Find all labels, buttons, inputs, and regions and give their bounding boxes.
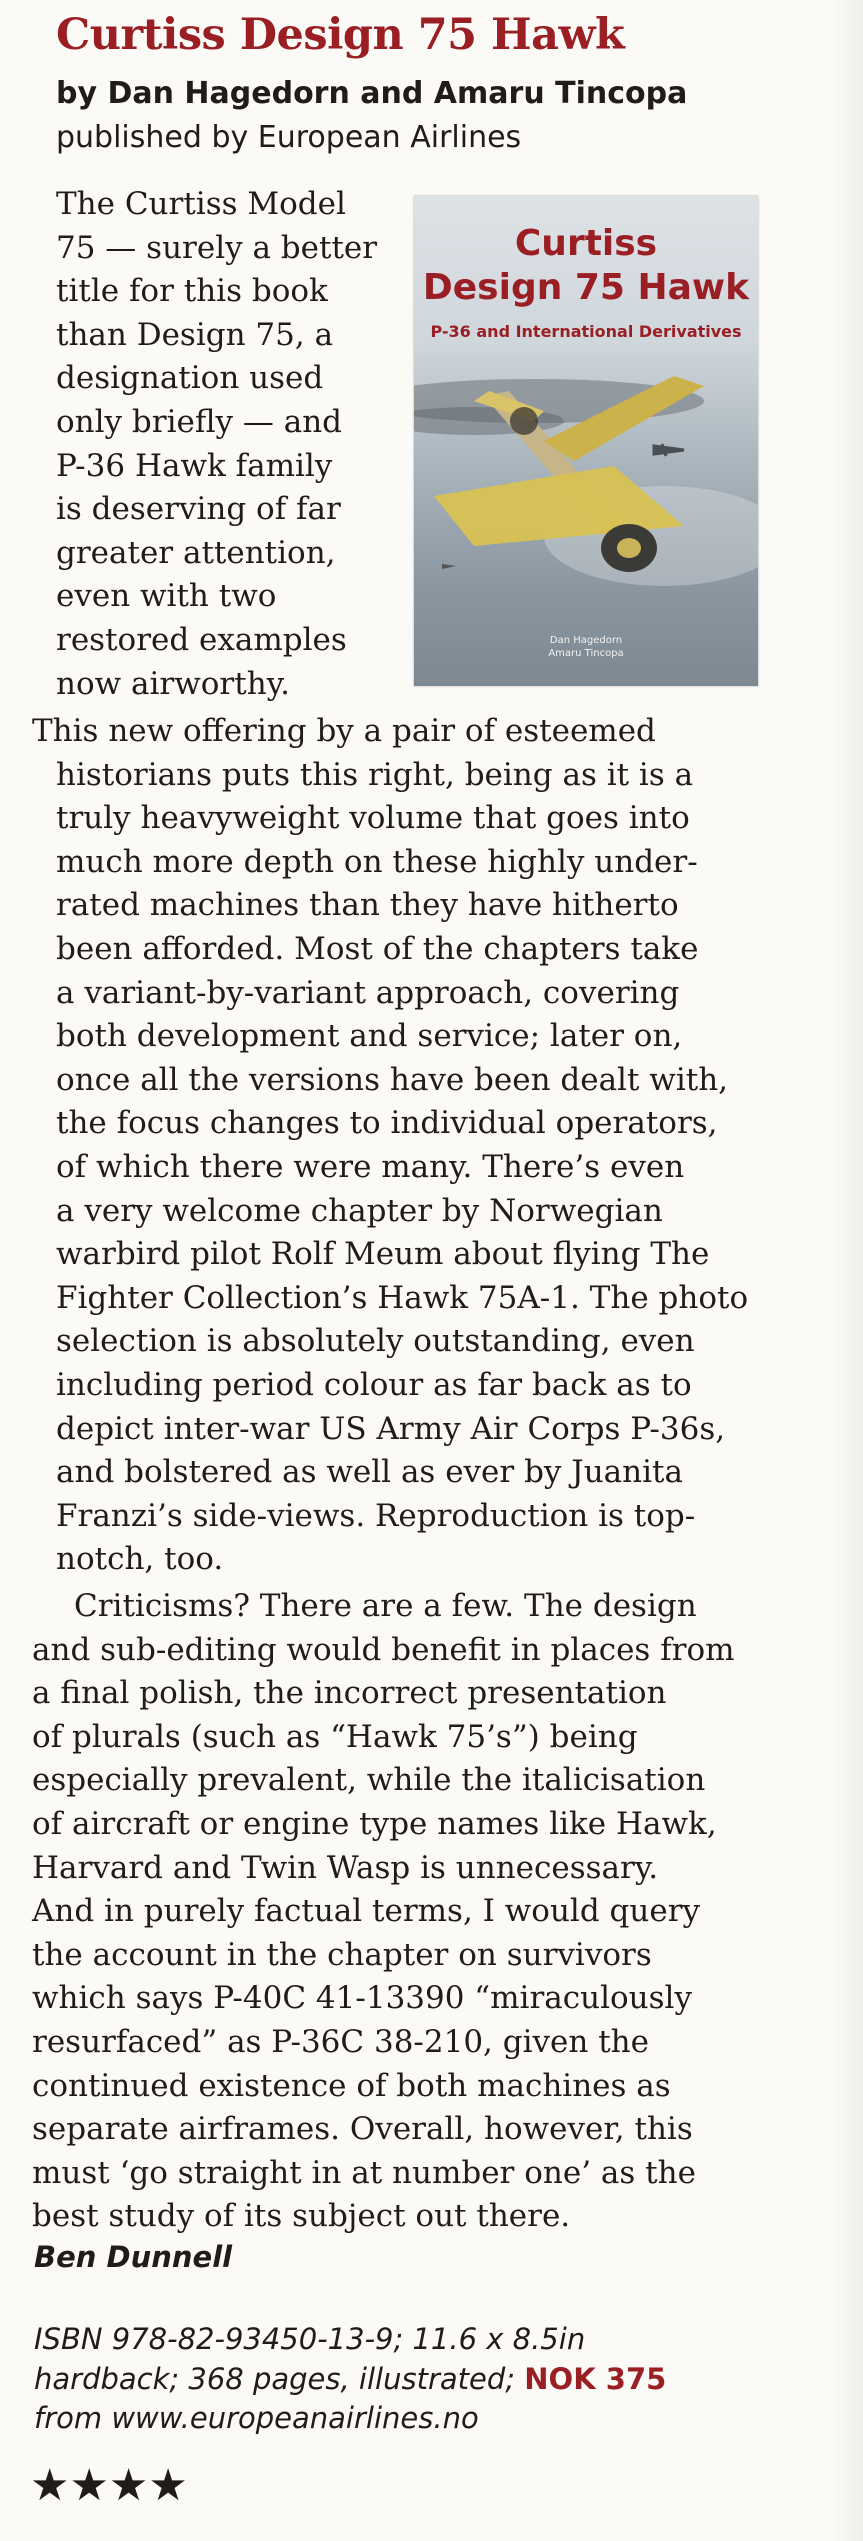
text-line: must ‘go straight in at number one’ as the: [32, 2154, 696, 2191]
review-paragraph-1: [56, 183, 377, 706]
text-line: Criticisms? There are a few. The design: [74, 1588, 697, 1624]
text-line: resurfaced” as P-36C 38-210, given the: [32, 2023, 649, 2060]
book-details: [34, 2320, 666, 2439]
text-line: selection is absolutely outstanding, even: [56, 1323, 695, 1360]
text-line: and sub-editing would benefit in places from: [32, 1631, 735, 1668]
isbn-line: ISBN 978-82-93450-13-9; 11.6 x 8.5in: [34, 2322, 586, 2356]
text-line: designation used: [56, 360, 324, 397]
text-line: Fighter Collection’s Hawk 75A-1. The photo: [56, 1279, 749, 1316]
review-authors: by Dan Hagedorn and Amaru Tincopa: [56, 76, 688, 111]
text-line: been afforded. Most of the chapters take: [56, 930, 699, 967]
star-rating: ★★★★: [30, 2460, 188, 2511]
review-title: Curtiss Design 75 Hawk: [56, 10, 625, 60]
cover-title-line1: Curtiss: [514, 223, 658, 264]
text-line: greater attention,: [56, 534, 336, 571]
text-line: best study of its subject out there.: [32, 2198, 571, 2235]
text-line: is deserving of far: [56, 491, 341, 528]
cover-title: [414, 222, 758, 310]
text-line: rated machines than they have hitherto: [56, 887, 679, 924]
text-line: notch, too.: [56, 1541, 224, 1578]
review-paragraph-2: [32, 710, 748, 1582]
text-line: once all the versions have been dealt with,: [56, 1061, 729, 1098]
text-line: historians puts this right, being as it is a: [56, 756, 694, 793]
text-line: of aircraft or engine type names like Hawk,: [32, 1805, 717, 1842]
text-line: including period colour as far back as to: [56, 1366, 692, 1403]
format-price-line: [34, 2360, 666, 2400]
reviewer-name: Ben Dunnell: [34, 2240, 233, 2274]
text-line: Franzi’s side-views. Reproduction is top-: [56, 1497, 696, 1534]
text-line: continued existence of both machines as: [32, 2067, 671, 2104]
book-cover-image: [414, 196, 758, 686]
text-line: a very welcome chapter by Norwegian: [56, 1192, 663, 1229]
text-line: a variant-by-variant approach, covering: [56, 974, 680, 1011]
cover-author-2: Amaru Tincopa: [548, 648, 624, 659]
text-line: warbird pilot Rolf Meum about flying The: [56, 1236, 710, 1273]
text-line: restored examples: [56, 621, 347, 658]
text-line: This new offering by a pair of esteemed: [32, 713, 656, 749]
cover-author-1: Dan Hagedorn: [549, 635, 623, 646]
cover-authors: [414, 634, 758, 660]
text-line: P-36 Hawk family: [56, 447, 333, 484]
text-line: which says P-40C 41-13390 “miraculously: [32, 1980, 692, 2017]
text-line: title for this book: [56, 273, 328, 310]
text-line: Harvard and Twin Wasp is unnecessary.: [32, 1849, 659, 1886]
text-line: of which there were many. There’s even: [56, 1148, 685, 1185]
text-line: The Curtiss Model: [56, 186, 346, 222]
source-line: from www.europeanairlines.no: [34, 2401, 479, 2435]
text-line: And in purely factual terms, I would query: [32, 1893, 701, 1930]
cover-title-line2: Design 75 Hawk: [422, 267, 750, 308]
text-line: than Design 75, a: [56, 316, 334, 353]
text-line: 75 — surely a better: [56, 229, 378, 266]
text-line: and bolstered as well as ever by Juanita: [56, 1454, 683, 1491]
text-line: truly heavyweight volume that goes into: [56, 800, 690, 837]
text-line: now airworthy.: [56, 665, 290, 702]
text-line: depict inter-war US Army Air Corps P-36s,: [56, 1410, 726, 1447]
text-line: even with two: [56, 578, 277, 615]
review-publisher: published by European Airlines: [56, 120, 522, 155]
text-line: of plurals (such as “Hawk 75’s”) being: [32, 1718, 638, 1755]
cover-subtitle: P-36 and International Derivatives: [430, 322, 742, 341]
text-line: only briefly — and: [56, 403, 343, 440]
text-line: especially prevalent, while the italicisation: [32, 1762, 706, 1799]
text-line: separate airframes. Overall, however, this: [32, 2111, 693, 2148]
text-line: the focus changes to individual operators,: [56, 1105, 718, 1142]
text-line: both development and service; later on,: [56, 1018, 683, 1055]
text-line: the account in the chapter on survivors: [32, 1936, 652, 1973]
review-paragraph-3: [32, 1585, 735, 2239]
price: NOK 375: [524, 2361, 667, 2396]
format-text: hardback; 368 pages, illustrated;: [34, 2361, 525, 2396]
text-line: much more depth on these highly under-: [56, 843, 698, 880]
text-line: a final polish, the incorrect presentation: [32, 1675, 667, 1712]
